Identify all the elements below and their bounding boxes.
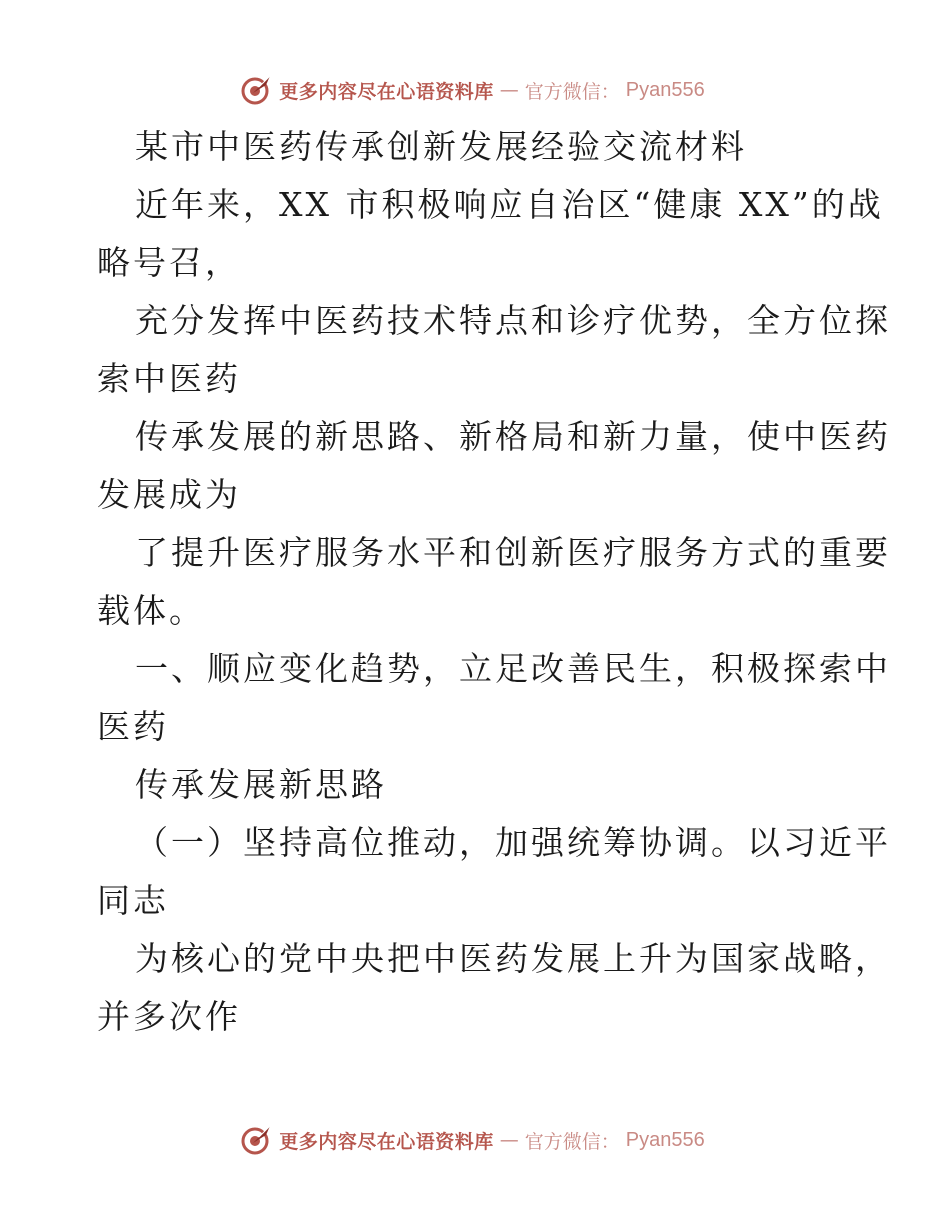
- watermark-group: [239, 1123, 705, 1157]
- watermark-wechat-label: 官方微信：: [524, 80, 620, 103]
- document-body: [97, 118, 891, 1046]
- paragraph-line: 同志: [97, 881, 169, 920]
- watermark-wechat-id: Pyan556: [625, 1128, 705, 1151]
- paragraph-line: 为核心的党中央把中医药发展上升为国家战略，: [135, 939, 891, 978]
- watermark-site-text: 更多内容尽在心语资料库: [279, 80, 494, 103]
- section-heading-cont: 传承发展新思路: [135, 765, 387, 804]
- paragraph-line: 略号召，: [97, 243, 241, 282]
- watermark-dash: —: [499, 79, 519, 101]
- footer-watermark: [0, 1120, 950, 1160]
- document-title: 某市中医药传承创新发展经验交流材料: [135, 127, 747, 166]
- subsection-heading: （一）坚持高位推动，加强统筹协调。以习近平: [135, 823, 891, 862]
- watermark-wechat-label: 官方微信：: [524, 1130, 620, 1153]
- section-heading-cont: 医药: [97, 707, 169, 746]
- quill-logo-icon: [239, 1123, 273, 1157]
- paragraph-line: 了提升医疗服务水平和创新医疗服务方式的重要: [135, 533, 891, 572]
- paragraph-line: 载体。: [97, 591, 205, 630]
- watermark-site-text: 更多内容尽在心语资料库: [279, 1130, 494, 1153]
- paragraph-line: 传承发展的新思路、新格局和新力量，使中医药: [135, 417, 891, 456]
- watermark-wechat-id: Pyan556: [625, 78, 705, 101]
- paragraph-line: 索中医药: [97, 359, 241, 398]
- watermark-group: [239, 73, 705, 107]
- paragraph-line: 并多次作: [97, 997, 241, 1036]
- section-heading: 一、顺应变化趋势，立足改善民生，积极探索中: [135, 649, 891, 688]
- paragraph-line: 充分发挥中医药技术特点和诊疗优势，全方位探: [135, 301, 891, 340]
- paragraph-line: 发展成为: [97, 475, 241, 514]
- watermark-dash: —: [499, 1129, 519, 1151]
- header-watermark: [0, 70, 950, 110]
- paragraph-line: 近年来，XX 市积极响应自治区“健康 XX”的战: [135, 185, 884, 224]
- quill-logo-icon: [239, 73, 273, 107]
